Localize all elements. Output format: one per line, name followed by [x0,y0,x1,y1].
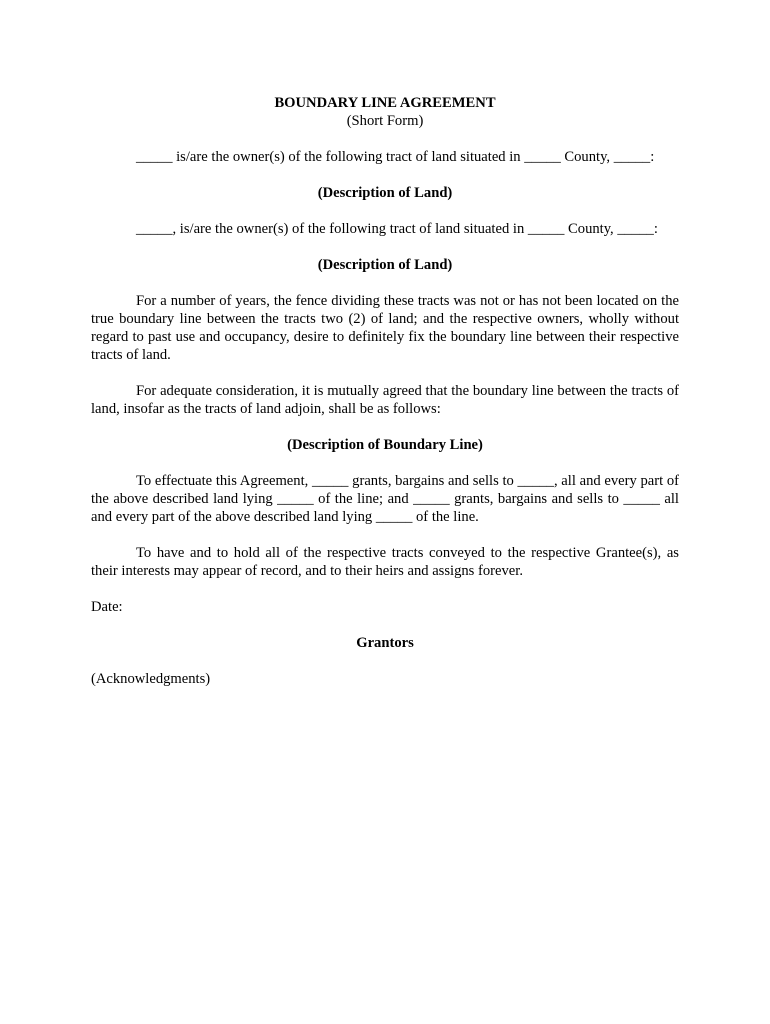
document-subtitle: (Short Form) [346,113,424,129]
consideration-paragraph: For adequate consideration, it is mutually agreed that the boundary line between the tracts of land, insofar as the tracts of land adjoin, shall be as follows: [91,383,679,417]
owner-statement-1: _____ is/are the owner(s) of the following tract of land situated in _____ County, _____: [136,149,655,165]
habendum-paragraph: To have and to hold all of the respective tracts conveyed to the respective Grantee(s), as their interests may appear of record, and to their heirs and assigns forever. [91,545,679,579]
effectuate-paragraph: To effectuate this Agreement, _____ grants, bargains and sells to _____, all and every part of the above described land lying _____ of the line; and _____ grants, bargains and sells to _____ all and every part of the above described land lying _____ of the line. [91,473,679,525]
land-description-heading-2: (Description of Land) [317,257,453,273]
document-title: BOUNDARY LINE AGREEMENT [274,95,496,111]
land-description-heading-1: (Description of Land) [317,185,453,201]
date-label: Date: [91,599,123,615]
grantors-heading: Grantors [356,635,414,651]
document-body [91,94,679,688]
fence-paragraph: For a number of years, the fence dividing these tracts was not or has not been located on the true boundary line between the tracts two (2) of land; and the respective owners, wholly without regard to past use and occupancy, desire to definitely fix the boundary line between their respective tracts of land. [91,293,679,363]
acknowledgments-label: (Acknowledgments) [91,671,211,687]
owner-statement-2: _____, is/are the owner(s) of the following tract of land situated in _____ County, _____: [136,221,658,237]
boundary-description-heading: (Description of Boundary Line) [287,437,483,453]
